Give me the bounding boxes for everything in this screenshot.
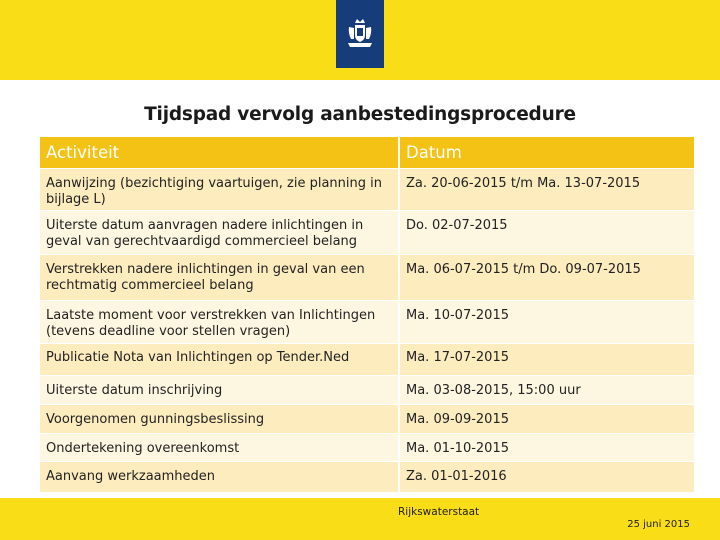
- government-crest-icon: [345, 17, 375, 51]
- table-header-row: [40, 137, 694, 169]
- activity-cell: Uiterste datum inschrijving: [40, 376, 398, 405]
- slide-title: Tijdspad vervolg aanbestedingsprocedure: [144, 104, 576, 125]
- date-cell: Ma. 17-07-2015: [398, 344, 694, 376]
- date-cell: Ma. 06-07-2015 t/m Do. 09-07-2015: [398, 255, 694, 301]
- date-cell: Za. 20-06-2015 t/m Ma. 13-07-2015: [398, 169, 694, 211]
- column-header-activity: Activiteit: [40, 137, 398, 169]
- organization-label: Rijkswaterstaat: [398, 506, 480, 518]
- table-row: [40, 211, 694, 255]
- table-row: [40, 255, 694, 301]
- activity-cell: Aanwijzing (bezichtiging vaartuigen, zie planning in bijlage L): [40, 169, 398, 211]
- table-row: [40, 462, 694, 493]
- table-row: [40, 169, 694, 211]
- date-cell: Do. 02-07-2015: [398, 211, 694, 255]
- date-cell: Ma. 03-08-2015, 15:00 uur: [398, 376, 694, 405]
- date-cell: Ma. 09-09-2015: [398, 405, 694, 434]
- activity-cell: Publicatie Nota van Inlichtingen op Tender.Ned: [40, 344, 398, 376]
- activity-cell: Ondertekening overeenkomst: [40, 434, 398, 462]
- date-cell: Ma. 01-10-2015: [398, 434, 694, 462]
- bottom-yellow-band: [0, 498, 720, 540]
- column-header-date: Datum: [398, 137, 694, 169]
- table-row: [40, 405, 694, 434]
- schedule-table: [40, 137, 694, 493]
- table-row: [40, 344, 694, 376]
- activity-cell: Laatste moment voor verstrekken van Inlichtingen (tevens deadline voor stellen vragen): [40, 301, 398, 344]
- top-yellow-band: [0, 0, 720, 80]
- activity-cell: Verstrekken nadere inlichtingen in geval van een rechtmatig commercieel belang: [40, 255, 398, 301]
- date-cell: Za. 01-01-2016: [398, 462, 694, 493]
- table-row: [40, 301, 694, 344]
- table-row: [40, 434, 694, 462]
- date-cell: Ma. 10-07-2015: [398, 301, 694, 344]
- activity-cell: Voorgenomen gunningsbeslissing: [40, 405, 398, 434]
- government-logo: [336, 0, 384, 68]
- table-row: [40, 376, 694, 405]
- activity-cell: Aanvang werkzaamheden: [40, 462, 398, 493]
- activity-cell: Uiterste datum aanvragen nadere inlichtingen in geval van gerechtvaardigd commercieel belang: [40, 211, 398, 255]
- footer-date: 25 juni 2015: [627, 519, 690, 530]
